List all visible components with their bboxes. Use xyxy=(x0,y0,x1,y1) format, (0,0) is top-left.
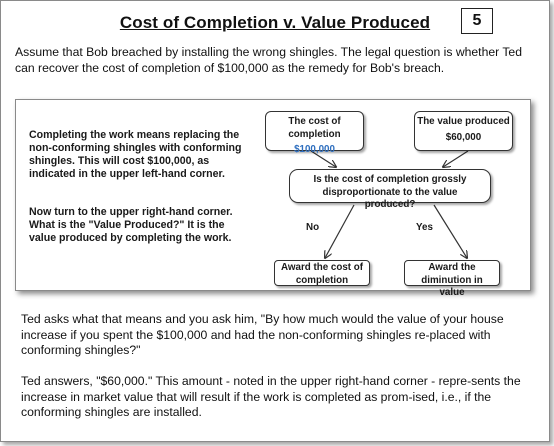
body-paragraph-2: Ted answers, "$60,000." This amount - noted in the upper right-hand corner - repre-sents the increase in market value that will result if the work is completed as prom-ised, i.e., if the conforming shingles are installed. xyxy=(21,374,521,419)
cost-box-label: The cost of completion xyxy=(288,116,341,140)
no-branch-label: No xyxy=(306,222,320,233)
no-outcome-box xyxy=(274,260,370,286)
arrow-question-to-yes xyxy=(434,205,467,258)
question-box xyxy=(289,169,491,210)
body-paragraph-1: Ted asks what that means and you ask him, "By how much would the value of your house increase if you spent the $100,000 and had the non-conforming shingles re-placed with conforming shingles?" xyxy=(21,312,504,357)
slide-title: Cost of Completion v. Value Produced xyxy=(119,13,431,32)
yes-branch-label: Yes xyxy=(416,222,433,233)
decision-flowchart xyxy=(256,108,521,298)
yes-outcome-text: Award the diminution in value xyxy=(421,262,483,298)
value-box-label: The value produced xyxy=(417,116,510,127)
arrow-value-to-question xyxy=(443,151,468,167)
question-text: Is the cost of completion grossly disproportionate to the value produced? xyxy=(313,174,467,210)
cost-box-value: $100,000 xyxy=(294,144,335,155)
value-box-value: $60,000 xyxy=(445,131,482,143)
figure-explanation-2: Now turn to the upper right-hand corner. What is the "Value Produced?" It is the value produced by completing the work. xyxy=(29,206,233,244)
intro-paragraph: Assume that Bob breached by installing the wrong shingles. The legal question is whether Ted can recover the cost of completion of $100,000 as the remedy for Bob's breach. xyxy=(15,45,522,75)
figure-explanation-1: Completing the work means replacing the non-conforming shingles with conforming shingles. This will cost $100,000, as indicated in the upper left-hand corner. xyxy=(29,129,242,180)
cost-of-completion-box xyxy=(265,111,364,155)
arrow-question-to-no xyxy=(325,205,354,258)
yes-outcome-box xyxy=(404,260,500,298)
value-produced-box xyxy=(414,111,513,151)
no-outcome-text: Award the cost of completion xyxy=(280,262,363,286)
slide-number-badge: 5 xyxy=(461,8,493,34)
flowchart-figure xyxy=(15,99,531,298)
